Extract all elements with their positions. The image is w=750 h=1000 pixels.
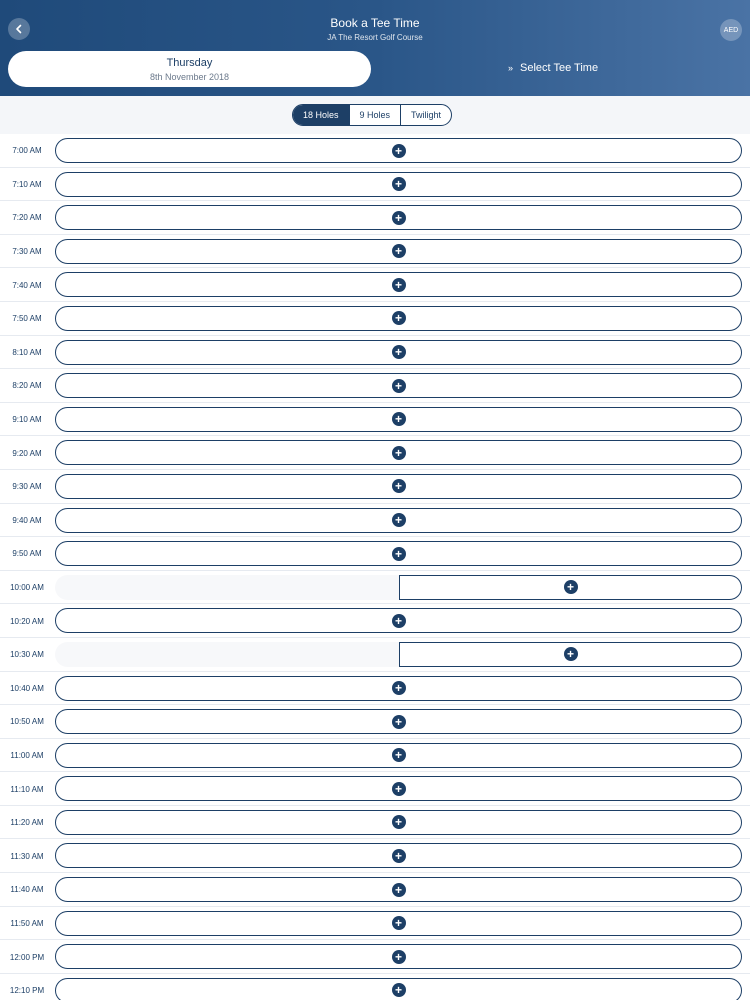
tee-time-label: 11:20 AM [10, 818, 44, 828]
tee-time-row [0, 336, 750, 370]
plus-circle-icon: + [392, 547, 406, 561]
tee-time-label: 7:40 AM [12, 280, 42, 290]
tee-time-label: 7:20 AM [12, 213, 42, 223]
add-player-slot[interactable] [55, 810, 742, 835]
tee-time-row [0, 873, 750, 907]
course-name: JA The Resort Golf Course [327, 33, 423, 42]
tee-time-label: 8:20 AM [12, 381, 42, 391]
date-step-pill[interactable] [8, 51, 371, 87]
tee-time-row [0, 537, 750, 571]
plus-circle-icon: + [392, 983, 406, 997]
tab-18-holes[interactable]: 18 Holes [293, 105, 349, 125]
tee-time-label: 11:40 AM [10, 885, 44, 895]
add-player-slot[interactable] [55, 407, 742, 432]
header [0, 0, 750, 96]
plus-circle-icon: + [392, 715, 406, 729]
currency-button[interactable]: AED [720, 19, 742, 41]
plus-circle-icon: + [392, 883, 406, 897]
tee-time-label: 11:10 AM [10, 784, 44, 794]
unavailable-slot [55, 642, 399, 667]
tee-time-row [0, 705, 750, 739]
tee-time-label: 8:10 AM [12, 347, 42, 357]
tee-time-label: 7:30 AM [12, 247, 42, 257]
date-full: 8th November 2018 [149, 72, 230, 82]
tee-time-label: 9:10 AM [12, 415, 42, 425]
tee-time-label: 10:30 AM [10, 650, 44, 660]
plus-circle-icon: + [392, 345, 406, 359]
add-player-slot[interactable] [55, 205, 742, 230]
add-player-slot[interactable] [55, 944, 742, 969]
tee-time-row [0, 504, 750, 538]
plus-circle-icon: + [392, 513, 406, 527]
plus-circle-icon: + [392, 379, 406, 393]
tee-time-row [0, 907, 750, 941]
tee-time-label: 11:30 AM [10, 851, 44, 861]
plus-circle-icon: + [392, 311, 406, 325]
double-chevron-right-icon: » [508, 63, 512, 73]
tee-time-row [0, 772, 750, 806]
plus-circle-icon: + [392, 614, 406, 628]
tee-time-label: 9:30 AM [12, 482, 42, 492]
tee-time-label: 11:50 AM [10, 918, 44, 928]
plus-circle-icon: + [392, 278, 406, 292]
tee-time-label: 7:10 AM [12, 179, 42, 189]
add-player-slot[interactable] [55, 440, 742, 465]
tee-time-row [0, 302, 750, 336]
plus-circle-icon: + [564, 580, 578, 594]
add-player-slot[interactable] [55, 743, 742, 768]
plus-circle-icon: + [392, 412, 406, 426]
tee-time-label: 10:40 AM [10, 683, 44, 693]
tee-time-row [0, 470, 750, 504]
plus-circle-icon: + [392, 748, 406, 762]
add-player-slot[interactable] [55, 508, 742, 533]
add-player-slot[interactable] [55, 541, 742, 566]
tee-time-row [0, 403, 750, 437]
tee-time-label: 7:00 AM [12, 146, 42, 156]
add-player-slot[interactable] [399, 575, 742, 600]
tee-time-row [0, 436, 750, 470]
tee-time-row [0, 638, 750, 672]
add-player-slot[interactable] [55, 676, 742, 701]
tee-time-label: 11:00 AM [10, 750, 44, 760]
tee-time-row [0, 940, 750, 974]
add-player-slot[interactable] [55, 608, 742, 633]
add-player-slot[interactable] [55, 843, 742, 868]
plus-circle-icon: + [392, 177, 406, 191]
tee-time-row [0, 369, 750, 403]
step-label: Select Tee Time [520, 62, 599, 74]
add-player-slot[interactable] [55, 340, 742, 365]
page-title: Book a Tee Time [330, 16, 420, 30]
tee-time-label: 9:40 AM [12, 515, 42, 525]
add-player-slot[interactable] [55, 776, 742, 801]
plus-circle-icon: + [392, 681, 406, 695]
tee-time-label: 9:50 AM [12, 549, 42, 559]
tee-time-row [0, 672, 750, 706]
tee-time-row [0, 974, 750, 1000]
plus-circle-icon: + [392, 916, 406, 930]
plus-circle-icon: + [392, 144, 406, 158]
tee-time-list [0, 134, 750, 1000]
plus-circle-icon: + [392, 479, 406, 493]
tee-time-row [0, 168, 750, 202]
plus-circle-icon: + [392, 849, 406, 863]
add-player-slot[interactable] [55, 709, 742, 734]
date-day: Thursday [166, 57, 213, 69]
plus-circle-icon: + [564, 647, 578, 661]
tee-time-row [0, 235, 750, 269]
add-player-slot[interactable] [399, 642, 742, 667]
tee-time-row [0, 134, 750, 168]
tee-time-row [0, 806, 750, 840]
add-player-slot[interactable] [55, 172, 742, 197]
tee-time-row [0, 604, 750, 638]
unavailable-slot [55, 575, 399, 600]
add-player-slot[interactable] [55, 877, 742, 902]
tee-time-label: 9:20 AM [12, 448, 42, 458]
tab-twilight[interactable]: Twilight [400, 105, 451, 125]
plus-circle-icon: + [392, 782, 406, 796]
plus-circle-icon: + [392, 950, 406, 964]
tee-time-row [0, 268, 750, 302]
holes-segmented-control [292, 104, 452, 126]
tee-time-row [0, 571, 750, 605]
add-player-slot[interactable] [55, 306, 742, 331]
add-player-slot[interactable] [55, 138, 742, 163]
tee-time-label: 7:50 AM [12, 314, 42, 324]
tab-9-holes[interactable]: 9 Holes [349, 105, 401, 125]
tee-time-label: 10:50 AM [10, 717, 44, 727]
tee-time-row [0, 201, 750, 235]
tee-time-row [0, 839, 750, 873]
title-block [0, 16, 750, 42]
plus-circle-icon: + [392, 244, 406, 258]
add-player-slot[interactable] [55, 239, 742, 264]
tee-time-label: 12:00 PM [9, 952, 45, 962]
tee-time-label: 10:00 AM [10, 583, 44, 593]
add-player-slot[interactable] [55, 978, 742, 1000]
tee-time-row [0, 739, 750, 773]
add-player-slot[interactable] [55, 373, 742, 398]
select-tee-time-step[interactable] [508, 62, 598, 74]
plus-circle-icon: + [392, 211, 406, 225]
tee-time-label: 12:10 PM [9, 986, 45, 996]
plus-circle-icon: + [392, 446, 406, 460]
plus-circle-icon: + [392, 815, 406, 829]
add-player-slot[interactable] [55, 474, 742, 499]
tee-time-label: 10:20 AM [10, 616, 44, 626]
add-player-slot[interactable] [55, 911, 742, 936]
add-player-slot[interactable] [55, 272, 742, 297]
